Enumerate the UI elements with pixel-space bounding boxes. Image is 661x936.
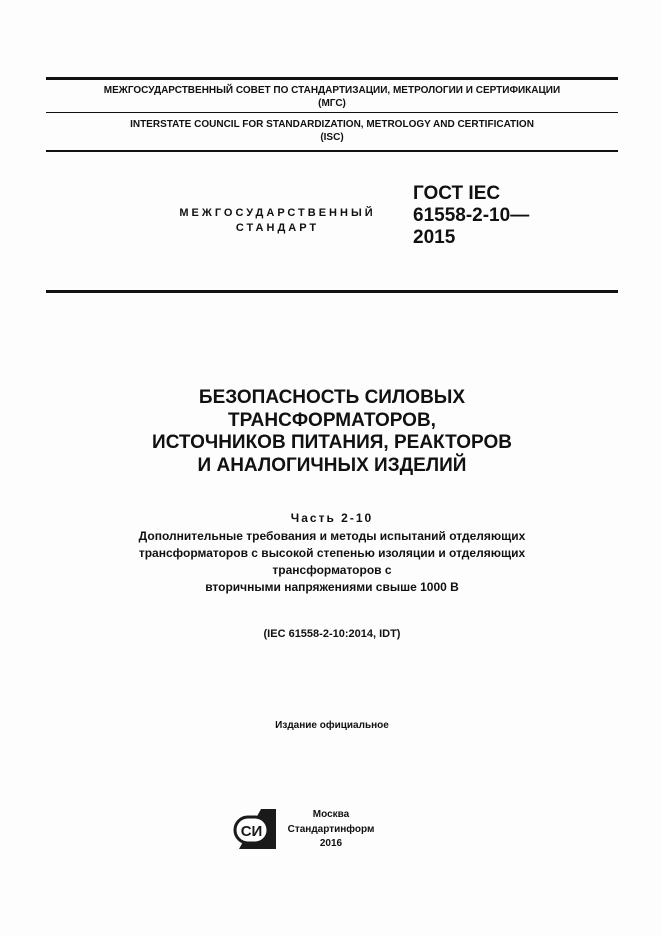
standard-label-line1: МЕЖГОСУДАРСТВЕННЫЙ	[179, 207, 376, 219]
top-rule	[46, 77, 618, 80]
standard-label	[150, 206, 405, 236]
council-divider	[46, 112, 618, 113]
standard-number-line3: 2015	[413, 227, 456, 248]
imprint-publisher: Стандартинформ	[287, 823, 375, 835]
iec-reference: (IEC 61558-2-10:2014, IDT)	[263, 628, 401, 640]
council-en-name: INTERSTATE COUNCIL FOR STANDARDIZATION, METROLOGY AND CERTIFICATION	[130, 119, 534, 130]
part-title-line: трансформаторов с высокой степенью изоляции и отделяющих	[138, 546, 526, 560]
council-ru-abbr: (МГС)	[318, 98, 346, 109]
council-en	[46, 118, 618, 144]
imprint-city: Москва	[312, 809, 350, 820]
part-title-line: трансформаторов с	[272, 563, 392, 577]
title-line: ТРАНСФОРМАТОРОВ,	[228, 409, 436, 431]
title-line: И АНАЛОГИЧНЫХ ИЗДЕЛИЙ	[197, 454, 467, 476]
part-title-line: вторичными напряжениями свыше 1000 В	[205, 580, 459, 594]
title-line: ИСТОЧНИКОВ ПИТАНИЯ, РЕАКТОРОВ	[152, 432, 512, 453]
document-title	[46, 387, 618, 477]
standard-label-line2: СТАНДАРТ	[235, 222, 320, 234]
header-bottom-rule	[46, 150, 618, 152]
imprint-year: 2016	[319, 838, 343, 849]
part-label: Часть 2-10	[290, 511, 374, 525]
part-title	[46, 528, 618, 596]
part-title-line: Дополнительные требования и методы испытаний отделяющих	[138, 529, 526, 543]
standard-number-line2: 61558-2-10—	[413, 205, 530, 226]
standard-number-line1: ГОСТ IEC	[413, 183, 501, 204]
title-line: БЕЗОПАСНОСТЬ СИЛОВЫХ	[198, 387, 466, 408]
edition-label: Издание официальное	[275, 720, 389, 731]
council-ru	[46, 84, 618, 110]
council-ru-name: МЕЖГОСУДАРСТВЕННЫЙ СОВЕТ ПО СТАНДАРТИЗАЦИИ, МЕТРОЛОГИИ И СЕРТИФИКАЦИИ	[103, 85, 561, 96]
standard-number	[413, 183, 529, 249]
imprint	[286, 808, 376, 852]
standard-bottom-rule	[46, 290, 618, 293]
logo-text: СИ	[240, 823, 263, 840]
standartinform-logo-icon	[233, 808, 277, 850]
council-en-abbr: (ISC)	[320, 132, 344, 143]
